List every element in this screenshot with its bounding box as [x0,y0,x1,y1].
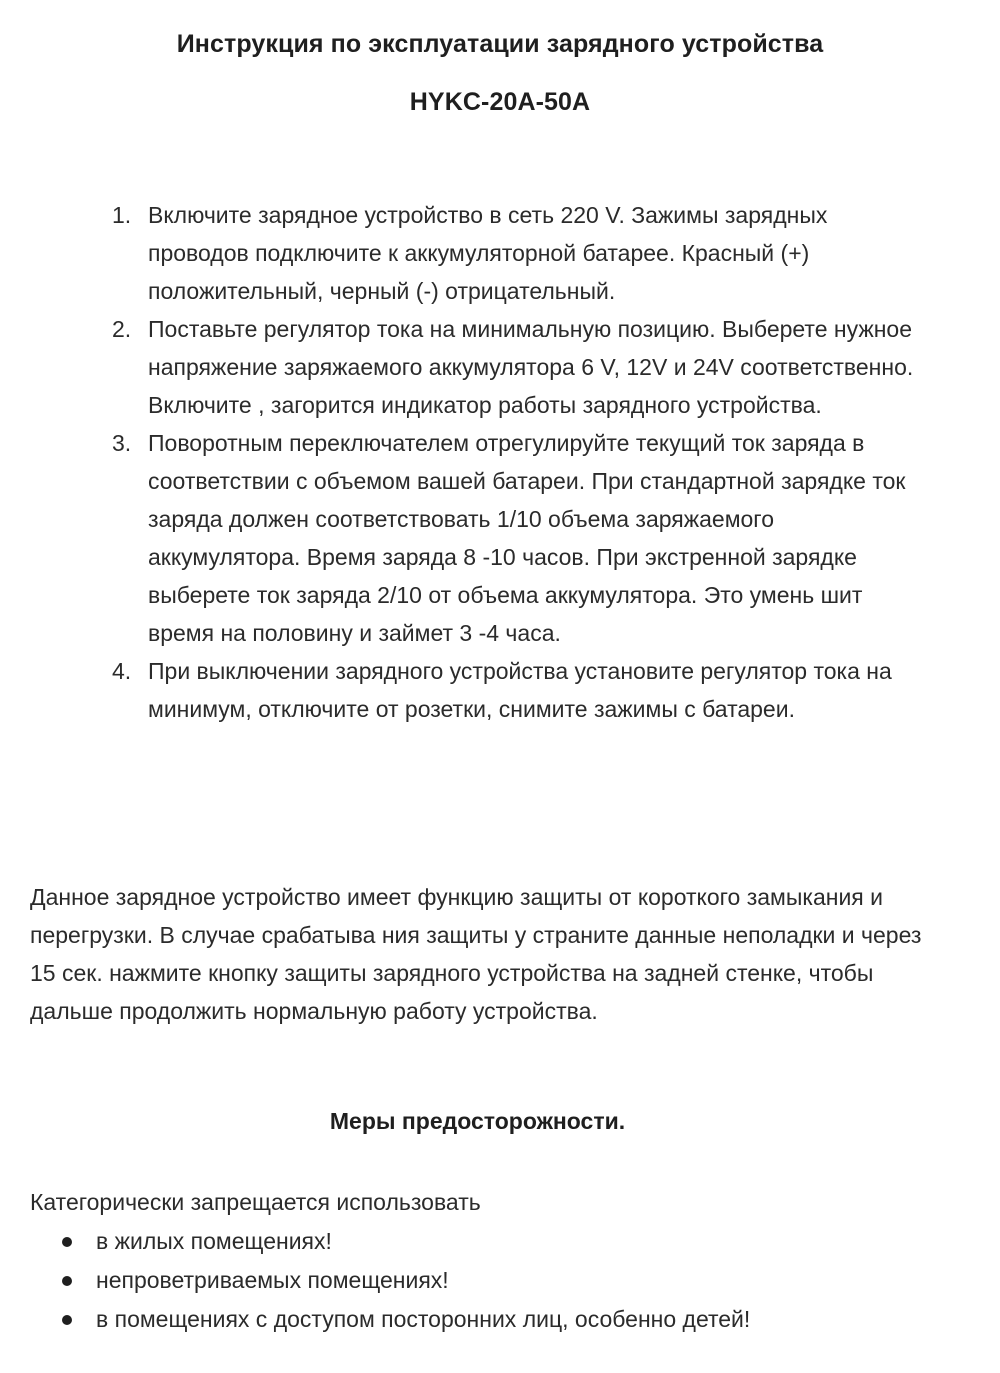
instruction-step [112,424,932,652]
list-item-text: непроветриваемых помещениях! [96,1267,449,1293]
document-title: Инструкция по эксплуатации зарядного устройства [176,30,824,58]
step-text: Поставьте регулятор тока на минимальную позицию. Выберете нужное напряжение заряжаемого аккумулятора 6 V, 12V и 24V соответственно. Включите , загорится индикатор работы зарядного устройства. [148,316,914,418]
step-number: 1. [112,202,132,228]
bullet-icon [62,1276,72,1286]
step-number: 3. [112,430,132,456]
precautions-heading: Меры предосторожности. [329,1108,626,1134]
bullet-icon [62,1237,72,1247]
list-item [62,1300,750,1339]
list-item [62,1261,750,1300]
bullet-icon [62,1315,72,1325]
prohibited-intro: Категорически запрещается использовать [30,1189,481,1215]
list-item-text: в помещениях с доступом посторонних лиц, особенно детей! [96,1306,751,1332]
list-item-text: в жилых помещениях! [96,1228,332,1254]
instruction-step [112,652,932,728]
step-number: 4. [112,658,132,684]
step-text: Поворотным переключателем отрегулируйте текущий ток заряда в соответствии с объемом вашей батареи. При стандартной зарядке ток заряда должен соответствовать 1/10 объема заряжаемого аккумулятора. Время заряда 8 -10 часов. При экстренной зарядке выберете ток заряда 2/10 от объема аккумулятора. Это умень шит время на половину и займет 3 -4 часа. [148,430,906,646]
step-text: Включите зарядное устройство в сеть 220 V. Зажимы зарядных проводов подключите к аккумуляторной батарее. Красный (+) положительный, черный (-) отрицательный. [148,202,828,304]
prohibited-list [62,1222,750,1339]
model-name: HYKC-20A-50A [409,88,591,116]
instruction-steps-list [112,196,932,728]
step-number: 2. [112,316,132,342]
instruction-step [112,196,932,310]
step-text: При выключении зарядного устройства установите регулятор тока на минимум, отключите от розетки, снимите зажимы с батареи. [148,658,892,722]
instruction-step [112,310,932,424]
protection-paragraph: Данное зарядное устройство имеет функцию защиты от короткого замыкания и перегрузки. В случае срабатыва ния защиты у страните данные неполадки и через 15 сек. нажмите кнопку защиты зарядного устройства на задней стенке, чтобы дальше продолжить нормальную работу устройства. [30,884,922,1024]
list-item [62,1222,750,1261]
